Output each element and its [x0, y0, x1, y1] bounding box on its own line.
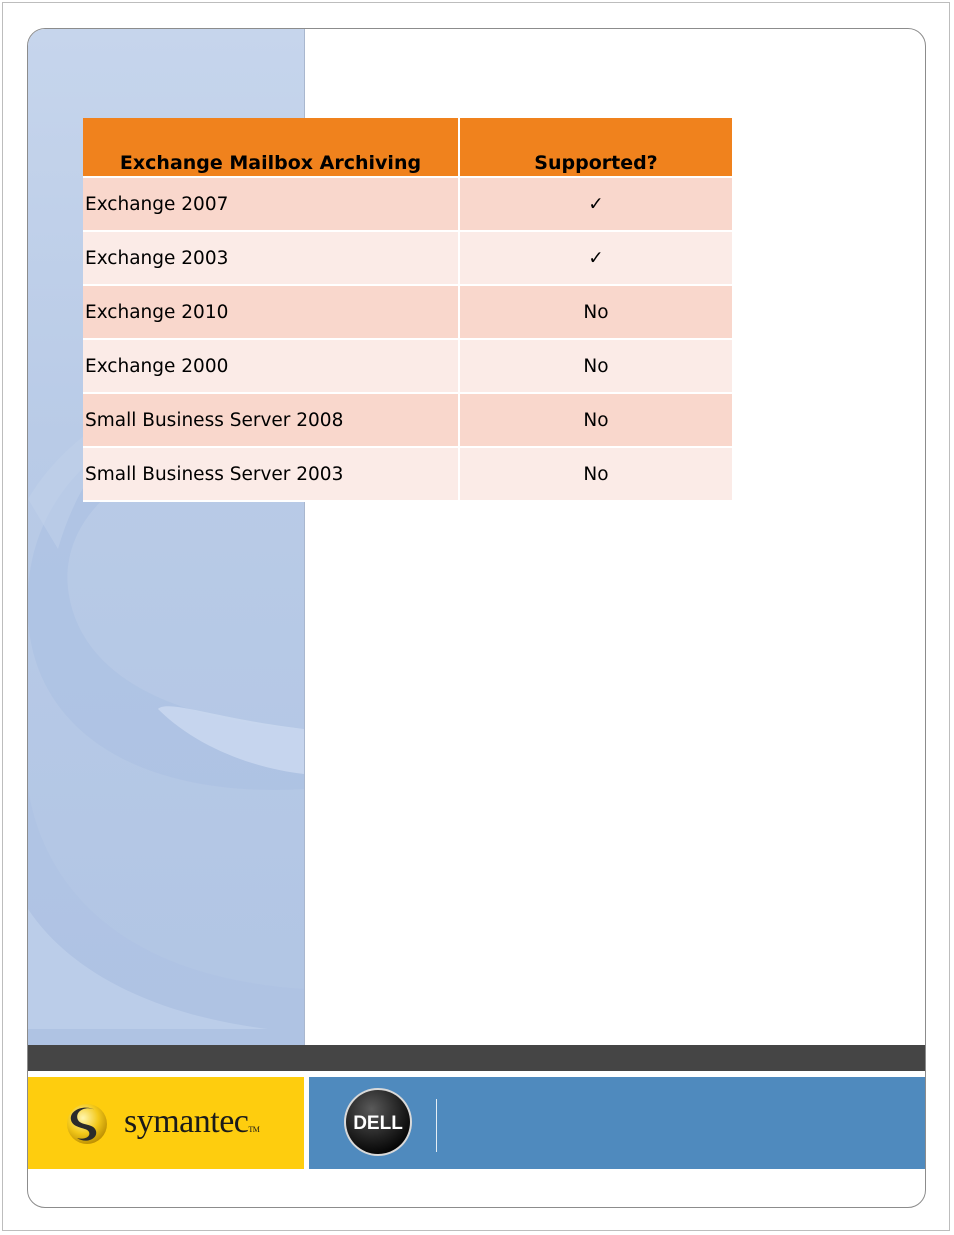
supported-cell: ✓	[459, 177, 732, 231]
dell-divider	[436, 1099, 437, 1152]
table-header-row	[83, 118, 732, 177]
dell-logo-text: DELL	[353, 1113, 403, 1134]
supported-cell: No	[459, 393, 732, 447]
product-cell: Exchange 2003	[83, 231, 459, 285]
trademark-mark: TM	[248, 1125, 260, 1134]
supported-cell: No	[459, 447, 732, 501]
table-row	[83, 447, 732, 501]
product-cell: Exchange 2000	[83, 339, 459, 393]
footer-dark-band	[28, 1045, 926, 1071]
exchange-support-table	[83, 118, 732, 502]
table-row	[83, 231, 732, 285]
dell-logo	[343, 1087, 413, 1157]
symantec-swirl-icon	[66, 1101, 108, 1147]
table-row	[83, 285, 732, 339]
header-product: Exchange Mailbox Archiving	[83, 118, 459, 177]
supported-cell: No	[459, 339, 732, 393]
header-supported: Supported?	[459, 118, 732, 177]
supported-cell: ✓	[459, 231, 732, 285]
product-cell: Exchange 2007	[83, 177, 459, 231]
product-cell: Small Business Server 2003	[83, 447, 459, 501]
product-cell: Exchange 2010	[83, 285, 459, 339]
table-row	[83, 339, 732, 393]
table-row	[83, 177, 732, 231]
table-row	[83, 393, 732, 447]
symantec-wordmark: symantecTM	[124, 1103, 260, 1140]
product-cell: Small Business Server 2008	[83, 393, 459, 447]
supported-cell: No	[459, 285, 732, 339]
dell-banner	[309, 1077, 926, 1169]
symantec-banner	[28, 1077, 304, 1169]
